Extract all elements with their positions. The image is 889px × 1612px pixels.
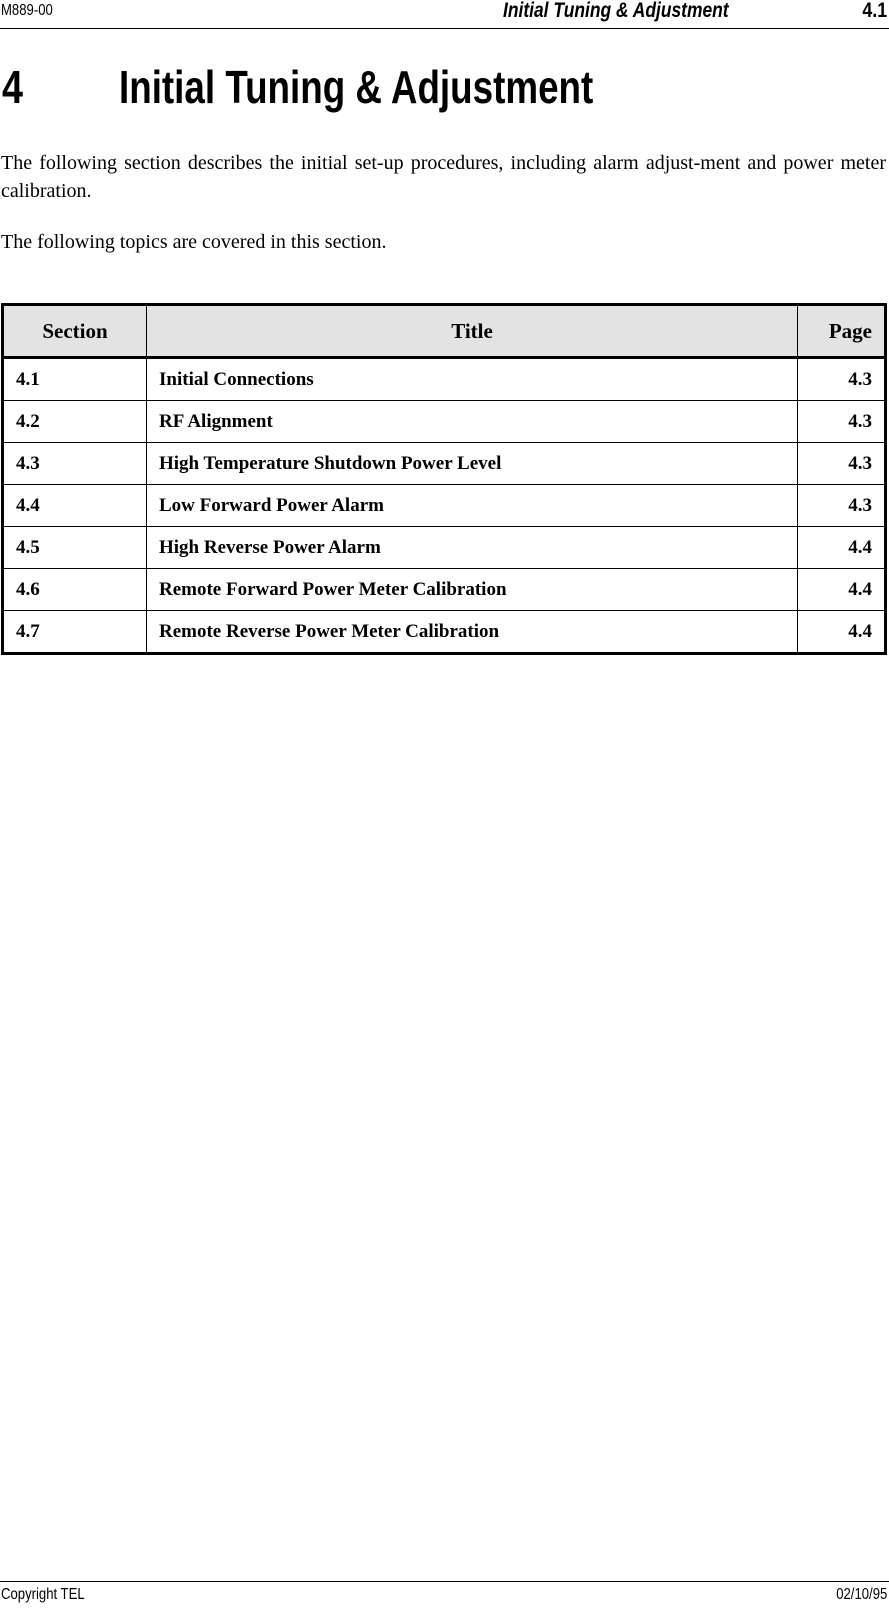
revision-date: 02/10/95 [835,1586,887,1603]
table-row [3,401,886,443]
copyright-notice: Copyright TEL [1,1586,85,1603]
page-header [0,0,889,29]
section-number-cell: 4.3 [3,443,147,485]
page-reference-cell: 4.3 [798,485,886,527]
section-title-cell: Remote Forward Power Meter Calibration [147,569,798,611]
section-title-cell: Low Forward Power Alarm [147,485,798,527]
page-reference-cell: 4.4 [798,569,886,611]
page-footer [0,1581,889,1612]
page-reference-cell: 4.4 [798,611,886,654]
section-number-cell: 4.7 [3,611,147,654]
topics-table [1,303,887,655]
page-number: 4.1 [862,0,887,22]
title-column-header: Title [147,305,798,358]
page-reference-cell: 4.3 [798,443,886,485]
section-title-cell: High Temperature Shutdown Power Level [147,443,798,485]
section-title-cell: Initial Connections [147,358,798,401]
table-row [3,527,886,569]
table-header-row [3,305,886,358]
page-reference-cell: 4.4 [798,527,886,569]
section-title-cell: RF Alignment [147,401,798,443]
table-row [3,485,886,527]
chapter-number: 4 [2,61,23,113]
chapter-title: Initial Tuning & Adjustment [119,61,594,113]
section-title-cell: Remote Reverse Power Meter Calibration [147,611,798,654]
running-title: Initial Tuning & Adjustment [503,0,729,22]
topics-intro-paragraph: The following topics are covered in this section. [1,231,387,253]
table-row [3,443,886,485]
section-number-cell: 4.5 [3,527,147,569]
page-reference-cell: 4.3 [798,358,886,401]
document-id: M889-00 [1,2,53,19]
table-row [3,611,886,654]
section-number-cell: 4.2 [3,401,147,443]
section-column-header: Section [3,305,147,358]
page-reference-cell: 4.3 [798,401,886,443]
section-number-cell: 4.6 [3,569,147,611]
page-column-header: Page [798,305,886,358]
section-number-cell: 4.4 [3,485,147,527]
section-title-cell: High Reverse Power Alarm [147,527,798,569]
section-number-cell: 4.1 [3,358,147,401]
intro-paragraph: The following section describes the initial set-up procedures, including alarm adjust-ment and power meter calibration. [1,152,886,202]
table-row [3,358,886,401]
table-row [3,569,886,611]
